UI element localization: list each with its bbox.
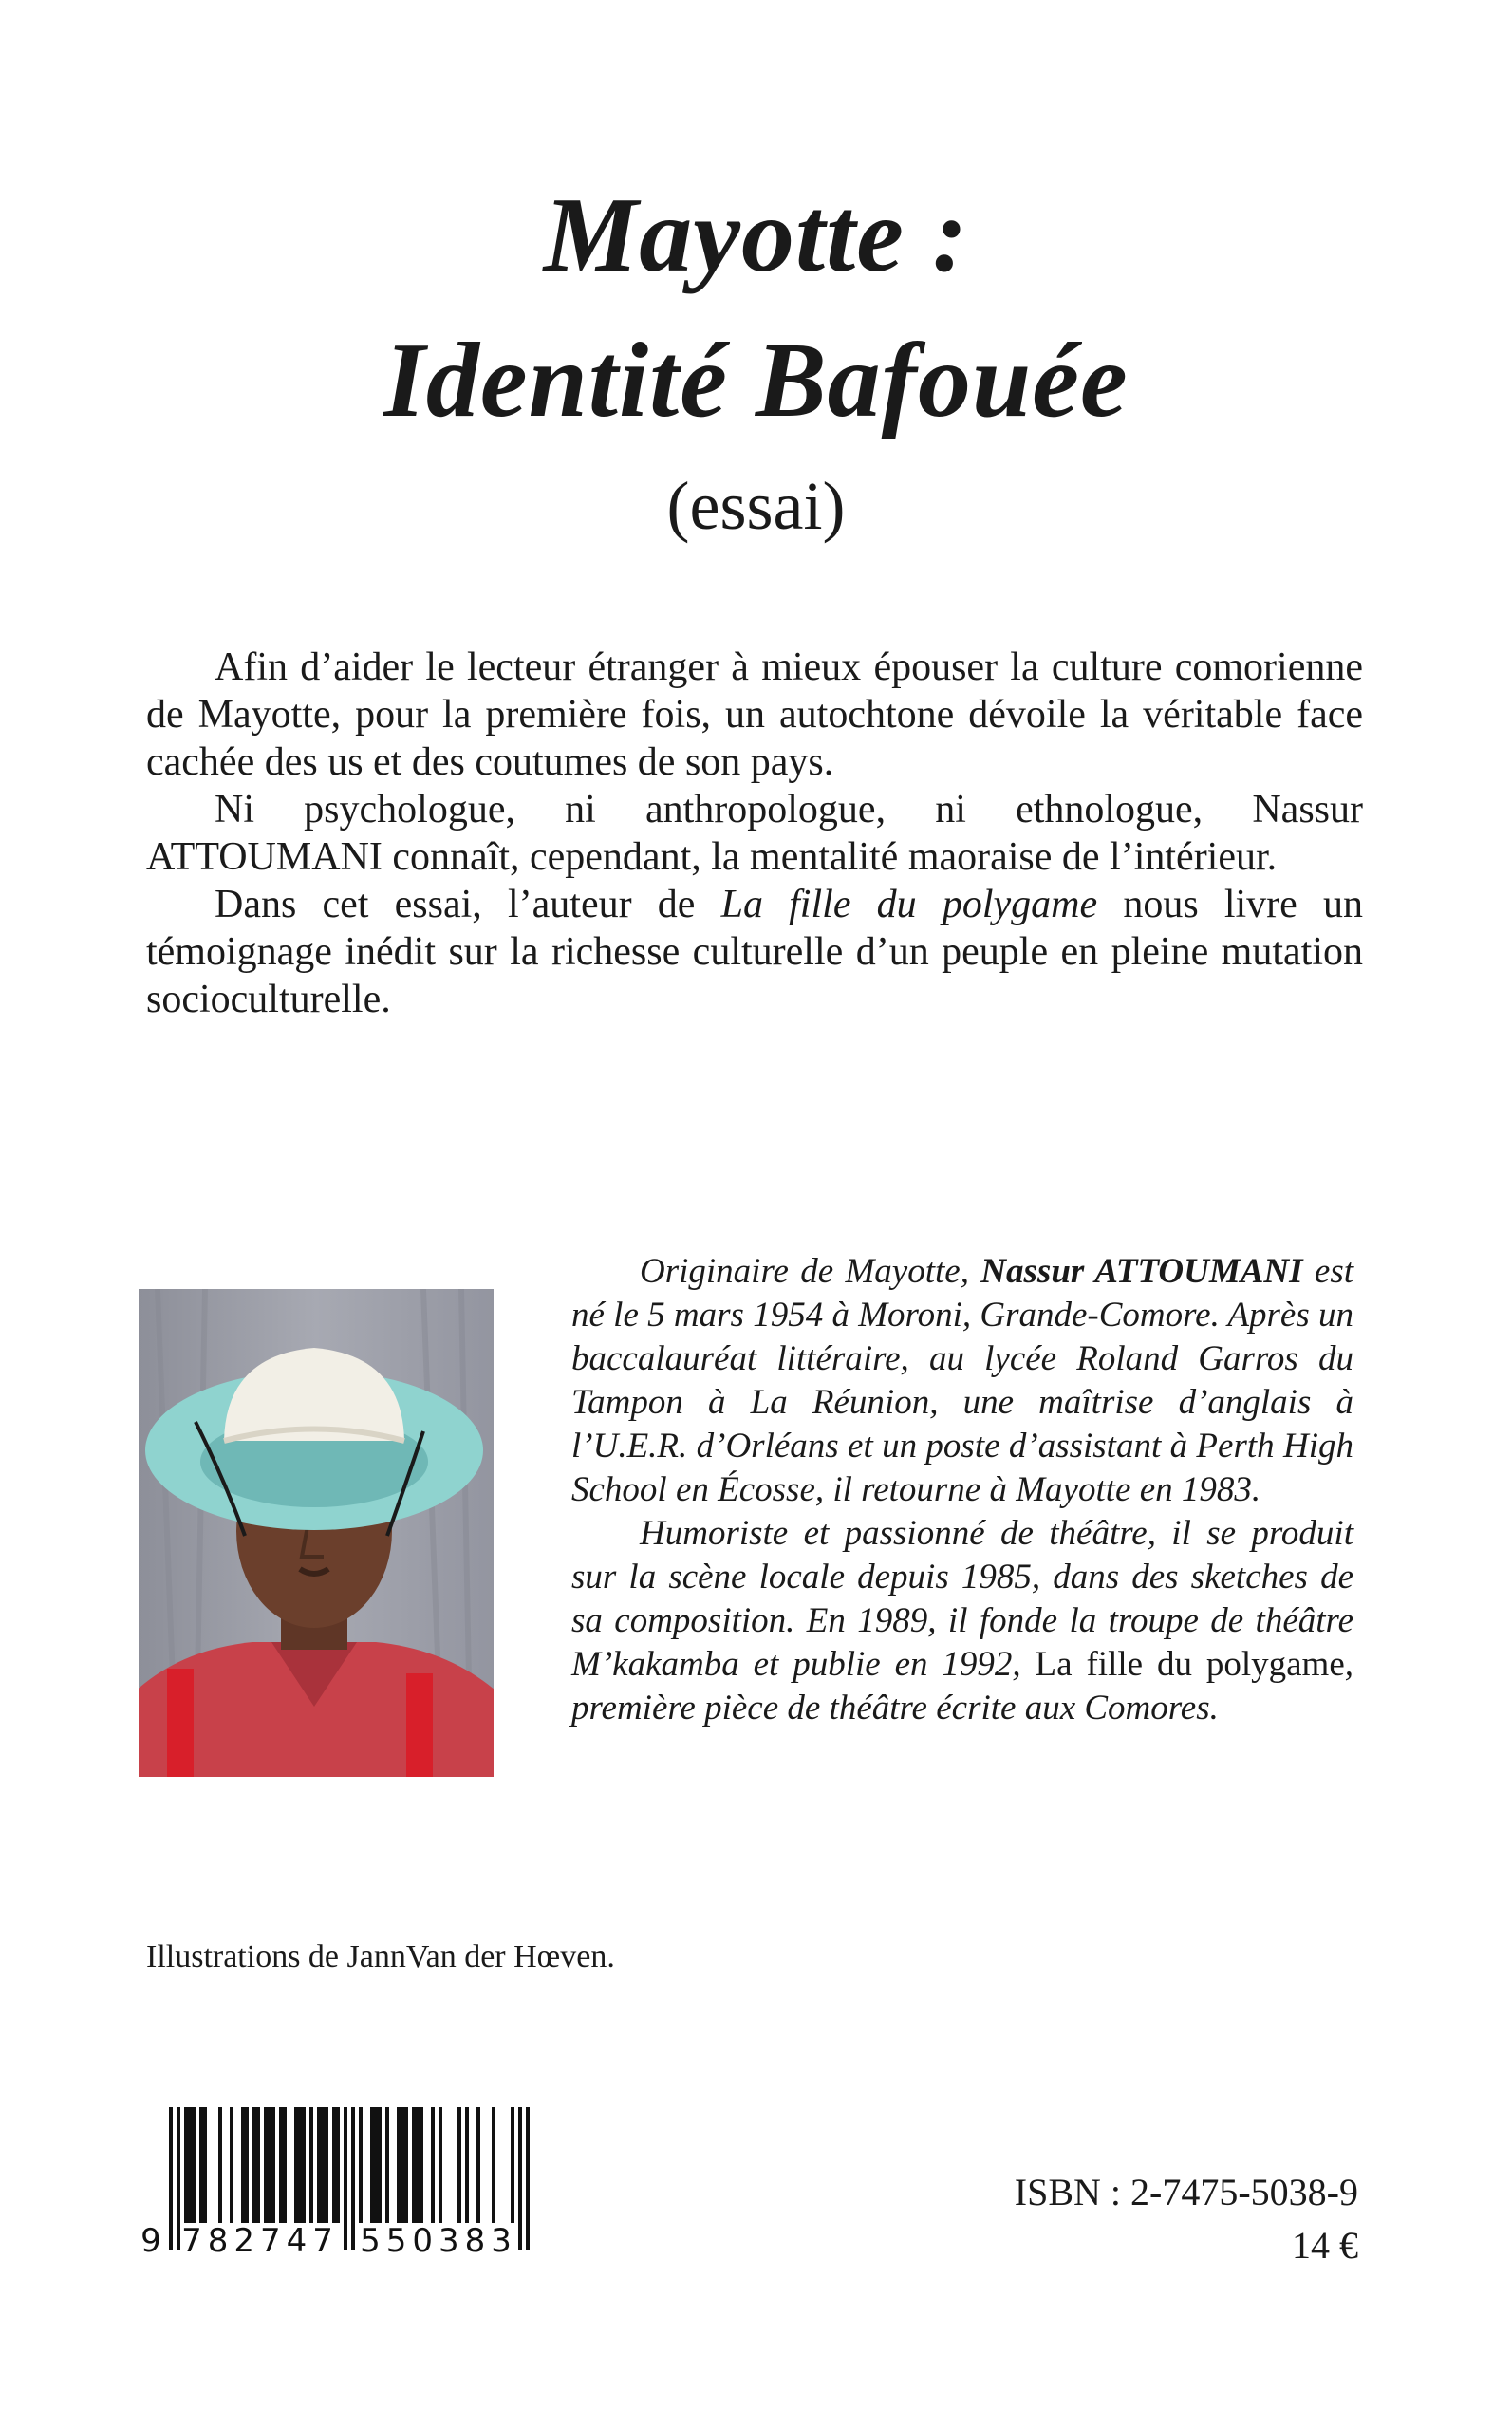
barcode-bar xyxy=(351,2107,355,2250)
barcode-bar xyxy=(385,2107,389,2223)
barcode-bar xyxy=(401,2107,404,2223)
barcode-bar xyxy=(203,2107,207,2223)
author-portrait-illustration xyxy=(139,1289,494,1777)
barcode-bar xyxy=(374,2107,378,2223)
author-biography xyxy=(571,1250,1353,1730)
bio-p1-end: est né le 5 mars 1954 à Moroni, Grande-Comore. Après un baccalauréat littéraire, au lycée Roland Garros du Tampon à La Réunion, une maîtrise d’anglais à l’U.E.R. d’Orléans et un poste d’assistant à Perth High School en Écosse, il retourne à Mayotte en 1983. xyxy=(571,1252,1353,1509)
blurb-p3-end: nous livre un témoignage inédit sur la richesse culturelle d’un peuple en pleine mutation socioculturelle. xyxy=(146,883,1363,1021)
barcode-bar xyxy=(294,2107,298,2223)
barcode-bar xyxy=(309,2107,313,2223)
isbn-barcode xyxy=(140,2107,568,2255)
barcode-bar xyxy=(264,2107,268,2223)
barcode-bar xyxy=(476,2107,480,2223)
illustrations-credit: Illustrations de JannVan der Hœven. xyxy=(146,1939,615,1974)
book-subtitle: (essai) xyxy=(666,468,846,544)
barcode-bar xyxy=(518,2107,522,2250)
barcode-bar xyxy=(412,2107,416,2223)
barcode-bar xyxy=(492,2107,495,2223)
barcode-bar xyxy=(511,2107,514,2223)
barcode-bar xyxy=(184,2107,188,2223)
barcode-digits: 9 xyxy=(140,2222,167,2255)
author-photo xyxy=(139,1289,494,1777)
barcode-bar xyxy=(431,2107,435,2223)
barcode-bar xyxy=(256,2107,260,2223)
barcode-bar xyxy=(370,2107,374,2223)
barcode-bar xyxy=(188,2107,192,2223)
barcode-bar xyxy=(465,2107,469,2223)
book-title-line-2: Identité Bafouée xyxy=(383,322,1129,439)
barcode-digits: 782747 xyxy=(181,2222,339,2255)
barcode-bar xyxy=(279,2107,283,2223)
barcode-bar xyxy=(332,2107,336,2223)
blurb-p3-start: Dans cet essai, l’auteur de xyxy=(215,883,721,926)
blurb-paragraph-1: Afin d’aider le lecteur étranger à mieux épouser la culture comorienne de Mayotte, pour la première fois, un autochtone dévoile la véritable face cachée des us et des coutumes de son pays. xyxy=(146,645,1363,784)
barcode-bar xyxy=(245,2107,249,2223)
barcode-bar xyxy=(298,2107,302,2223)
barcode-bar xyxy=(317,2107,321,2223)
price: 14 € xyxy=(1292,2224,1358,2267)
isbn-number: ISBN : 2-7475-5038-9 xyxy=(1014,2171,1358,2213)
bio-paragraph-2 xyxy=(571,1512,1353,1730)
barcode-bar xyxy=(457,2107,461,2223)
blurb-paragraph-3 xyxy=(146,881,1363,1023)
barcode-bar xyxy=(336,2107,340,2223)
book-title-line-1: Mayotte : xyxy=(543,177,969,294)
bio-p2-start: Humoriste et passionné de théâtre, il se produit sur la scène locale depuis 1985, dans des sketches de sa composition. En 1989, il fonde la troupe de théâtre M’kakamba et publie en 1992, xyxy=(571,1514,1353,1684)
barcode-bar xyxy=(416,2107,420,2223)
barcode-bar xyxy=(344,2107,347,2250)
blurb-book-title: La fille du polygame xyxy=(720,883,1098,926)
bio-p1-start: Originaire de Mayotte, xyxy=(640,1252,981,1291)
blurb-paragraph-2: Ni psychologue, ni anthropologue, ni ethnologue, Nassur ATTOUMANI connaît, cependant, la mentalité maoraise de l’intérieur. xyxy=(146,788,1363,879)
barcode-bar xyxy=(177,2107,180,2250)
barcode-bar xyxy=(252,2107,256,2223)
barcode-bar xyxy=(526,2107,530,2250)
barcode-bar xyxy=(283,2107,287,2223)
barcode-bar xyxy=(439,2107,442,2223)
barcode-bar xyxy=(218,2107,222,2223)
barcode-bar xyxy=(268,2107,271,2223)
back-cover-blurb xyxy=(146,644,1363,1023)
barcode-bar xyxy=(397,2107,401,2223)
barcode-bar xyxy=(230,2107,233,2223)
author-name: Nassur ATTOUMANI xyxy=(980,1252,1303,1291)
barcode-bar xyxy=(321,2107,325,2223)
barcode-bar xyxy=(302,2107,306,2223)
barcode-bar xyxy=(420,2107,423,2223)
barcode-bar xyxy=(169,2107,173,2250)
barcode-bar xyxy=(404,2107,408,2223)
barcode-digits: 550383 xyxy=(360,2222,517,2255)
bio-p2-end: , première pièce de théâtre écrite aux Comores. xyxy=(571,1645,1353,1727)
bio-paragraph-1 xyxy=(571,1250,1353,1512)
barcode-bar xyxy=(199,2107,203,2223)
barcode-bar xyxy=(325,2107,328,2223)
barcode-bars xyxy=(140,2107,568,2255)
barcode-bar xyxy=(241,2107,245,2223)
barcode-bar xyxy=(192,2107,196,2223)
bio-play-title: La fille du polygame xyxy=(1035,1645,1345,1684)
barcode-bar xyxy=(271,2107,275,2223)
barcode-bar xyxy=(359,2107,363,2223)
barcode-bar xyxy=(378,2107,382,2223)
